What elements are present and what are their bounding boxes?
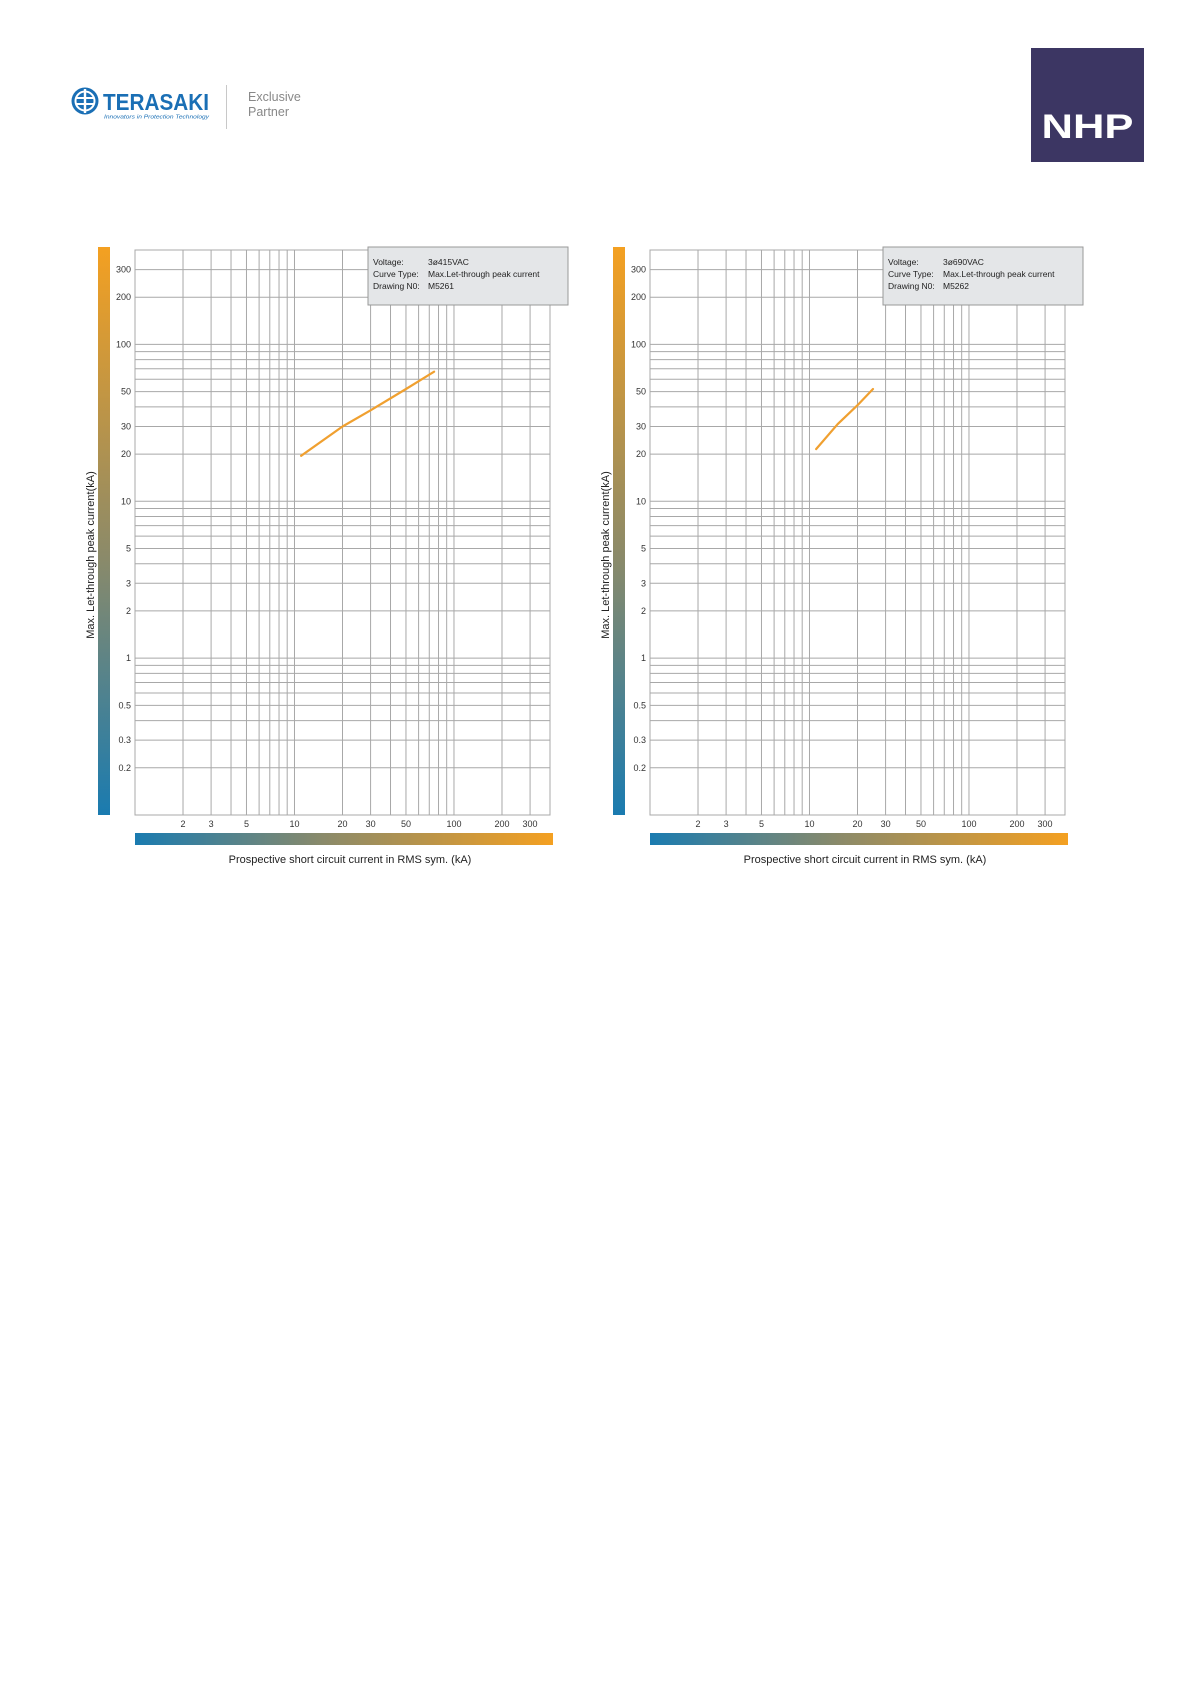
chart-right [600,245,1120,935]
info-box-label: Drawing N0: [888,281,935,291]
x-axis-label: Prospective short circuit current in RMS sym. (kA) [228,854,472,866]
partner-text [248,90,301,120]
x-tick-label: 100 [446,819,462,829]
y-tick-label: 5 [640,543,646,554]
partner-line-1: Exclusive [248,90,301,104]
y-tick-label: 10 [635,496,646,507]
info-box-value: Max.Let-through peak current [943,269,1055,279]
info-box-label: Voltage: [888,257,919,267]
y-axis-label: Max. Let-through peak current(kA) [600,471,612,639]
x-axis-gradient-bar [650,833,1068,845]
y-tick-label: 3 [640,578,646,589]
x-tick-label: 200 [494,819,510,829]
y-tick-label: 100 [115,339,131,350]
info-box-label: Voltage: [373,257,404,267]
series-line [301,372,434,456]
y-tick-label: 2 [640,605,646,616]
info-box-value: Max.Let-through peak current [428,269,540,279]
y-tick-label: 0.3 [633,735,646,746]
nhp-logo-text: NHP [1041,108,1134,146]
y-tick-label: 1 [125,653,131,664]
x-tick-label: 2 [180,819,186,829]
y-axis-gradient-bar [98,247,110,815]
y-tick-label: 0.3 [118,735,131,746]
y-tick-label: 50 [635,386,646,397]
y-tick-label: 100 [630,339,646,350]
legend-info-box [368,247,568,305]
grid [650,250,1065,815]
y-tick-label: 30 [120,421,131,432]
y-tick-label: 3 [125,578,131,589]
y-tick-label: 200 [630,292,646,303]
x-tick-label: 50 [915,819,926,829]
y-tick-label: 10 [120,496,131,507]
x-tick-label: 5 [243,819,249,829]
x-tick-label: 10 [804,819,815,829]
y-tick-label: 300 [115,264,131,275]
info-box-label: Curve Type: [888,269,934,279]
info-box-label: Curve Type: [373,269,419,279]
terasaki-logo [70,86,210,120]
x-tick-label: 3 [208,819,214,829]
logo-divider [226,85,227,129]
y-tick-label: 0.5 [633,700,646,711]
y-tick-label: 2 [125,605,131,616]
info-box-value: M5262 [943,281,969,291]
y-tick-label: 20 [635,449,646,460]
x-tick-label: 30 [880,819,891,829]
nhp-logo [1031,48,1144,162]
y-tick-label: 5 [125,543,131,554]
x-tick-label: 5 [758,819,764,829]
y-tick-label: 20 [120,449,131,460]
y-tick-label: 1 [640,653,646,664]
x-tick-label: 2 [695,819,701,829]
x-axis-label: Prospective short circuit current in RMS sym. (kA) [743,854,987,866]
y-tick-label: 50 [120,386,131,397]
x-tick-label: 200 [1009,819,1025,829]
info-box-value: M5261 [428,281,454,291]
x-tick-label: 10 [289,819,300,829]
brand-name: TERASAKI [103,89,209,115]
y-axis-gradient-bar [613,247,625,815]
legend-info-box [883,247,1083,305]
y-tick-label: 0.2 [633,762,646,773]
terasaki-emblem-icon [72,88,99,115]
x-tick-label: 20 [337,819,348,829]
info-box-value: 3ø415VAC [428,257,469,267]
x-tick-label: 100 [961,819,977,829]
x-axis-gradient-bar [135,833,553,845]
info-box-label: Drawing N0: [373,281,420,291]
x-tick-label: 3 [723,819,729,829]
info-box-value: 3ø690VAC [943,257,984,267]
y-tick-label: 0.5 [118,700,131,711]
series-line [816,389,873,449]
y-tick-label: 300 [630,264,646,275]
page-header [0,0,1191,180]
y-tick-label: 30 [635,421,646,432]
chart-left [85,245,605,935]
x-tick-label: 30 [365,819,376,829]
y-tick-label: 200 [115,292,131,303]
brand-tagline: Innovators in Protection Technology [104,114,210,120]
grid [135,250,550,815]
x-tick-label: 300 [1037,819,1053,829]
x-tick-label: 50 [400,819,411,829]
partner-line-2: Partner [248,105,289,119]
nhp-logo-mark [1031,48,1144,162]
x-tick-label: 20 [852,819,863,829]
x-tick-label: 300 [522,819,538,829]
y-axis-label: Max. Let-through peak current(kA) [85,471,97,639]
y-tick-label: 0.2 [118,762,131,773]
